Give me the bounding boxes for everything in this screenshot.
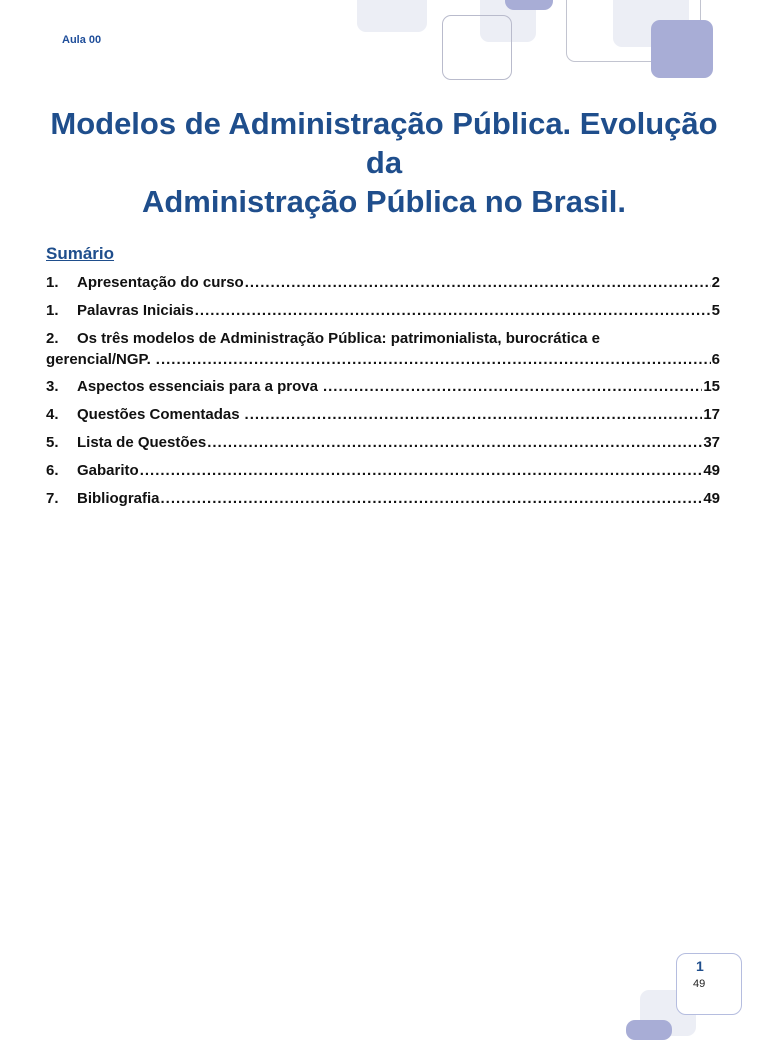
toc-item[interactable] bbox=[46, 328, 720, 376]
toc-item-page: 17 bbox=[703, 406, 720, 423]
table-of-contents bbox=[46, 272, 720, 516]
title-line-1: Modelos de Administração Pública. Evolução da bbox=[50, 106, 718, 180]
decorative-square-outline bbox=[442, 15, 512, 80]
toc-item-text: Aspectos essenciais para a prova bbox=[77, 378, 318, 395]
toc-leader bbox=[207, 432, 702, 454]
title-line-2: Administração Pública no Brasil. bbox=[141, 184, 627, 219]
decorative-square bbox=[505, 0, 553, 10]
toc-item-number: 7. bbox=[46, 490, 59, 507]
toc-item-text: Lista de Questões bbox=[77, 434, 207, 451]
toc-item-page: 49 bbox=[703, 490, 720, 507]
toc-leader bbox=[140, 460, 703, 482]
toc-item-text: Questões Comentadas bbox=[77, 406, 240, 423]
toc-item-page: 5 bbox=[711, 302, 720, 319]
toc-leader bbox=[245, 272, 711, 294]
toc-leader bbox=[323, 376, 702, 398]
decorative-square bbox=[626, 1020, 672, 1040]
toc-item-text-continued: gerencial/NGP. bbox=[46, 351, 151, 368]
toc-item-page: 37 bbox=[703, 434, 720, 451]
toc-item-page: 15 bbox=[703, 378, 720, 395]
decorative-square bbox=[357, 0, 427, 32]
toc-item-number: 2. bbox=[46, 330, 59, 347]
toc-item-text: Bibliografia bbox=[77, 490, 160, 507]
toc-leader bbox=[195, 300, 711, 322]
toc-item[interactable] bbox=[46, 272, 720, 300]
page-number-box bbox=[676, 953, 742, 1015]
toc-item-page: 6 bbox=[711, 351, 720, 368]
toc-item-text: Os três modelos de Administração Pública: patrimonialista, burocrática e bbox=[77, 330, 600, 347]
page-title bbox=[30, 104, 738, 221]
toc-item-text: Palavras Iniciais bbox=[77, 302, 194, 319]
toc-item-number: 6. bbox=[46, 462, 59, 479]
toc-item[interactable] bbox=[46, 488, 720, 516]
toc-item-page: 2 bbox=[711, 274, 720, 291]
lesson-label: Aula 00 bbox=[62, 34, 102, 46]
current-page-number: 1 bbox=[696, 958, 704, 974]
total-pages: 49 bbox=[693, 978, 706, 990]
toc-item[interactable] bbox=[46, 432, 720, 460]
toc-item-number: 4. bbox=[46, 406, 59, 423]
toc-heading: Sumário bbox=[46, 244, 115, 263]
toc-item-number: 5. bbox=[46, 434, 59, 451]
toc-item[interactable] bbox=[46, 460, 720, 488]
toc-item-number: 1. bbox=[46, 274, 59, 291]
toc-item-number: 1. bbox=[46, 302, 59, 319]
toc-item[interactable] bbox=[46, 404, 720, 432]
toc-item[interactable] bbox=[46, 300, 720, 328]
toc-leader bbox=[161, 488, 703, 510]
toc-item-text: Gabarito bbox=[77, 462, 139, 479]
toc-leader bbox=[156, 349, 711, 370]
toc-item[interactable] bbox=[46, 376, 720, 404]
toc-leader bbox=[245, 404, 703, 426]
toc-item-text: Apresentação do curso bbox=[77, 274, 244, 291]
toc-item-page: 49 bbox=[703, 462, 720, 479]
decorative-square bbox=[651, 20, 713, 78]
toc-item-number: 3. bbox=[46, 378, 59, 395]
